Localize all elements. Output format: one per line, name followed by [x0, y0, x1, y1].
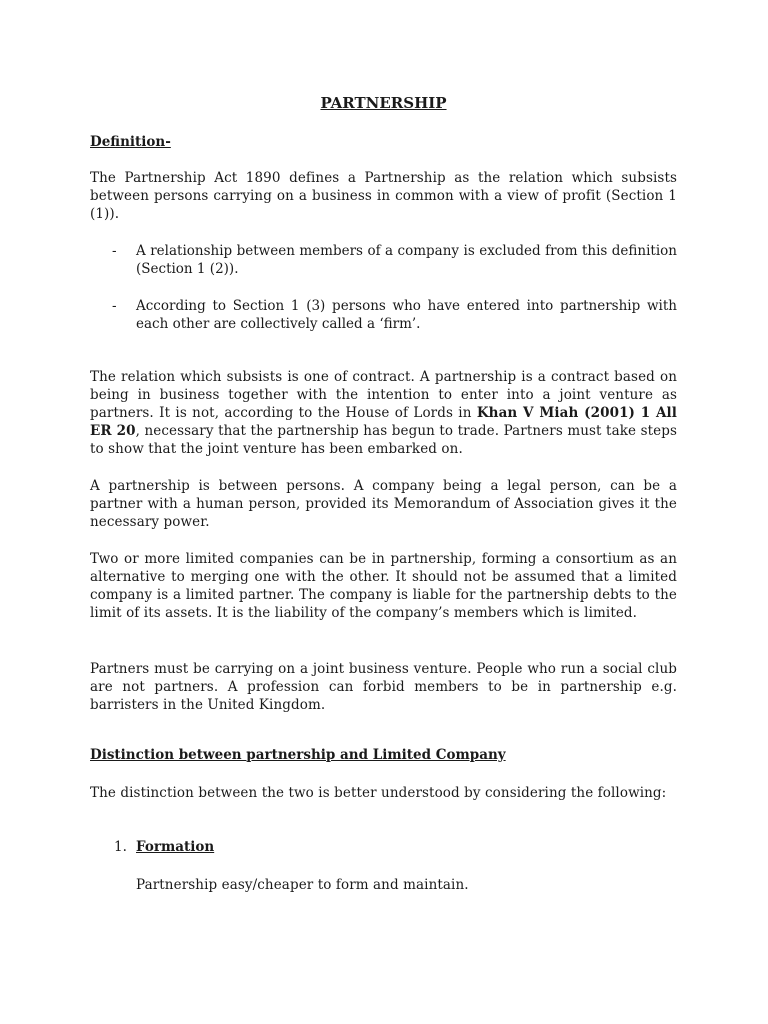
persons-paragraph: A partnership is between persons. A company being a legal person, can be a partner with a human person, provided its Memorandum of Association gives it the necessary power.: [90, 478, 677, 530]
bullet-dash: -: [112, 243, 117, 259]
intro-paragraph: The Partnership Act 1890 defines a Partnership as the relation which subsists between persons carrying on a business in common with a view of profit (Section 1 (1)).: [90, 170, 677, 222]
distinction-heading: Distinction between partnership and Limited Company: [90, 747, 506, 763]
distinction-intro: The distinction between the two is better understood by considering the following:: [90, 785, 667, 801]
venture-paragraph: Partners must be carrying on a joint business venture. People who run a social club are not partners. A profession can forbid members to be in partnership e.g. barristers in the United Kingdom.: [90, 661, 677, 713]
page-title: PARTNERSHIP: [320, 94, 447, 112]
bullet-dash: -: [112, 298, 117, 314]
item-number: 1.: [114, 839, 127, 855]
bullet-item: [90, 242, 677, 278]
bullet-text: According to Section 1 (3) persons who have entered into partnership with each other are collectively called a ‘firm’.: [136, 298, 677, 332]
contract-paragraph: [90, 368, 677, 458]
case-citation: Khan V Miah (2001) 1 All ER 20: [90, 405, 678, 439]
contract-text-part1: The relation which subsists is one of contract. A partnership is a contract based on being in business together with the intention to enter into a joint venture as partners. It is not, according to the House of Lords in: [90, 369, 677, 421]
item-label: Formation: [136, 839, 215, 855]
formation-text: Partnership easy/cheaper to form and maintain.: [136, 877, 469, 893]
contract-text-part2: , necessary that the partnership has begun to trade. Partners must take steps to show that the joint venture has been embarked on.: [90, 423, 677, 457]
bullet-text: A relationship between members of a company is excluded from this definition (Section 1 (2)).: [136, 243, 677, 277]
bullet-item: [90, 297, 677, 333]
definition-heading: Definition-: [90, 134, 171, 150]
companies-paragraph: Two or more limited companies can be in partnership, forming a consortium as an alternative to merging one with the other. It should not be assumed that a limited company is a limited partner. The company is liable for the partnership debts to the limit of its assets. It is the liability of the company’s members which is limited.: [90, 551, 677, 621]
